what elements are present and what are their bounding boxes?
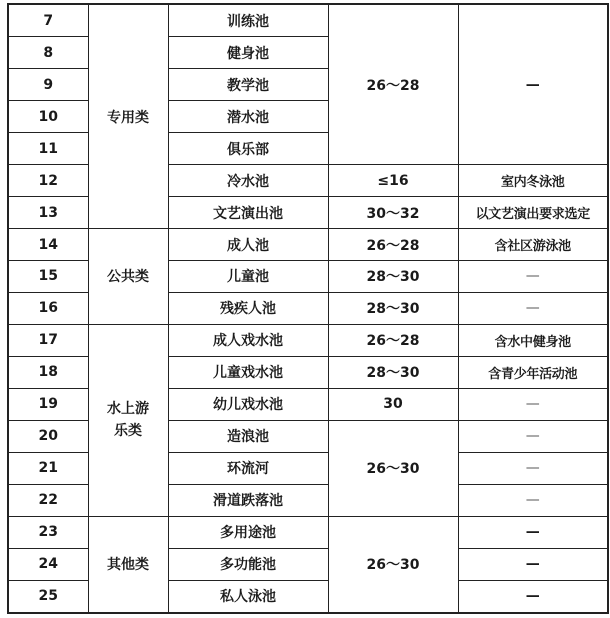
temperature-cell: 26～28 xyxy=(328,229,458,261)
row-number: 9 xyxy=(8,69,88,101)
row-number: 23 xyxy=(8,516,88,548)
note-cell: — xyxy=(458,548,608,580)
row-number: 20 xyxy=(8,420,88,452)
row-number: 14 xyxy=(8,229,88,261)
temperature-cell: 26～30 xyxy=(328,420,458,516)
category-label: 水上游乐类 xyxy=(106,400,149,440)
note-cell: 室内冬泳池 xyxy=(458,165,608,197)
pool-name: 教学池 xyxy=(168,69,328,101)
temperature-cell: 28～30 xyxy=(328,261,458,293)
pool-name: 私人泳池 xyxy=(168,580,328,613)
note-cell: — xyxy=(458,292,608,324)
note-cell: — xyxy=(458,484,608,516)
note-cell: 以文艺演出要求选定 xyxy=(458,197,608,229)
note-cell: — xyxy=(458,4,608,165)
pool-name: 幼儿戏水池 xyxy=(168,388,328,420)
pool-name: 儿童戏水池 xyxy=(168,356,328,388)
pool-name: 训练池 xyxy=(168,4,328,37)
row-number: 18 xyxy=(8,356,88,388)
note-cell: — xyxy=(458,580,608,613)
category-cell xyxy=(88,324,168,516)
temperature-cell: 26～28 xyxy=(328,324,458,356)
pool-name: 多用途池 xyxy=(168,516,328,548)
pool-name: 环流河 xyxy=(168,452,328,484)
row-number: 10 xyxy=(8,101,88,133)
row-number: 11 xyxy=(8,133,88,165)
pool-name: 儿童池 xyxy=(168,261,328,293)
row-number: 25 xyxy=(8,580,88,613)
pool-water-temperature-table xyxy=(7,3,609,614)
pool-name: 造浪池 xyxy=(168,420,328,452)
row-number: 12 xyxy=(8,165,88,197)
row-number: 15 xyxy=(8,261,88,293)
pool-name: 成人戏水池 xyxy=(168,324,328,356)
pool-name: 冷水池 xyxy=(168,165,328,197)
note-cell: 含社区游泳池 xyxy=(458,229,608,261)
temperature-cell: 26～28 xyxy=(328,4,458,165)
note-cell: 含水中健身池 xyxy=(458,324,608,356)
table-row xyxy=(8,324,608,356)
row-number: 7 xyxy=(8,4,88,37)
pool-name: 成人池 xyxy=(168,229,328,261)
pool-name: 健身池 xyxy=(168,37,328,69)
pool-name: 滑道跌落池 xyxy=(168,484,328,516)
temperature-cell: 28～30 xyxy=(328,292,458,324)
pool-name: 俱乐部 xyxy=(168,133,328,165)
row-number: 8 xyxy=(8,37,88,69)
note-cell: — xyxy=(458,388,608,420)
row-number: 24 xyxy=(8,548,88,580)
category-cell: 其他类 xyxy=(88,516,168,613)
table-row xyxy=(8,516,608,548)
row-number: 13 xyxy=(8,197,88,229)
temperature-cell: 30 xyxy=(328,388,458,420)
note-cell: — xyxy=(458,420,608,452)
note-cell: — xyxy=(458,516,608,548)
row-number: 21 xyxy=(8,452,88,484)
row-number: 17 xyxy=(8,324,88,356)
pool-name: 多功能池 xyxy=(168,548,328,580)
temperature-cell: 26～30 xyxy=(328,516,458,613)
note-cell: — xyxy=(458,261,608,293)
category-cell: 公共类 xyxy=(88,229,168,325)
table-row xyxy=(8,229,608,261)
pool-name: 潜水池 xyxy=(168,101,328,133)
pool-name: 残疾人池 xyxy=(168,292,328,324)
note-cell: — xyxy=(458,452,608,484)
pool-name: 文艺演出池 xyxy=(168,197,328,229)
temperature-cell: 30～32 xyxy=(328,197,458,229)
row-number: 19 xyxy=(8,388,88,420)
row-number: 22 xyxy=(8,484,88,516)
category-cell: 专用类 xyxy=(88,4,168,229)
table-row xyxy=(8,4,608,37)
row-number: 16 xyxy=(8,292,88,324)
note-cell: 含青少年活动池 xyxy=(458,356,608,388)
temperature-cell: 28～30 xyxy=(328,356,458,388)
temperature-cell: ≤16 xyxy=(328,165,458,197)
